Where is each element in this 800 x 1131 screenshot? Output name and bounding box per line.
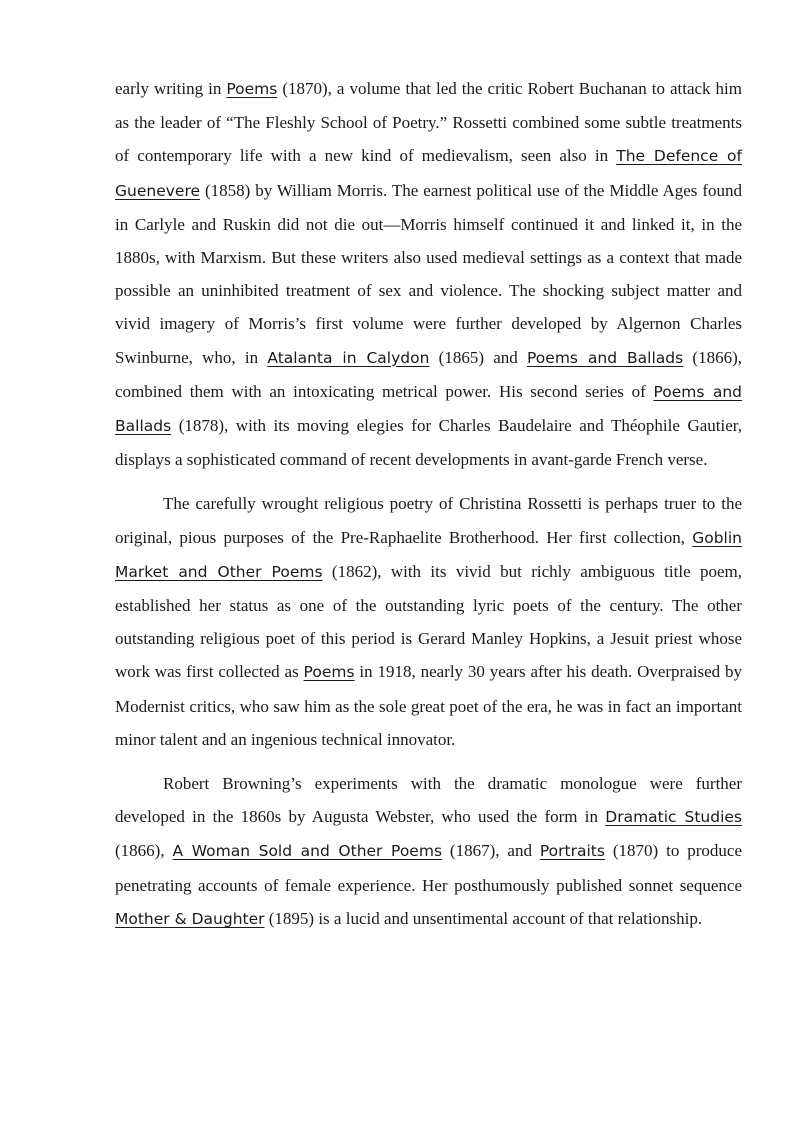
body-text: (1895) is a lucid and unsentimental account of that relationship. bbox=[264, 908, 703, 928]
body-text: (1870), a volume that led the critic Robert Buchanan to attack him as the leader of “The Fleshly School of Poetry.” Rossetti combined some subtle treatments of contemporary life with a new kind of medievalism, seen also in bbox=[115, 79, 742, 166]
body-text: (1878), with its moving elegies for Charles Baudelaire and Théophile Gautier, displays a sophisticated command of recent developments in avant-garde French verse. bbox=[115, 416, 742, 470]
body-text: (1862), with its vivid but richly ambiguous title poem, established her status as one of the outstanding lyric poets of the century. The other outstanding religious poet of this period is Gerard Manley Hopkins, a Jesuit priest whose work was first collected as bbox=[115, 561, 742, 682]
body-text: in 1918, nearly 30 years after his death. Overpraised by Modernist critics, who saw him as the sole great poet of the era, he was in fact an important minor talent and an ingenious technical innovator. bbox=[115, 662, 742, 749]
work-title-link[interactable]: Mother & Daughter bbox=[115, 909, 265, 928]
body-text: early writing in bbox=[115, 79, 227, 98]
work-title-link[interactable]: Portraits bbox=[539, 842, 605, 861]
body-paragraph bbox=[115, 487, 742, 756]
work-title-link[interactable]: Goblin Market and Other Poems bbox=[115, 528, 742, 581]
work-title-link[interactable]: Poems and Ballads bbox=[115, 382, 743, 436]
work-title-link[interactable]: Poems bbox=[226, 80, 278, 98]
work-title-link[interactable]: Atalanta in Calydon bbox=[267, 348, 430, 367]
work-title-link[interactable]: Dramatic Studies bbox=[605, 808, 743, 827]
body-text: (1870) to produce penetrating accounts of female experience. Her posthumously published sonnet sequence bbox=[115, 841, 742, 895]
body-text: (1865) and bbox=[429, 347, 528, 367]
body-paragraph bbox=[115, 72, 742, 476]
work-title-link[interactable]: A Woman Sold and Other Poems bbox=[172, 842, 443, 861]
body-text: (1867), and bbox=[442, 841, 540, 861]
body-paragraph bbox=[115, 767, 742, 936]
body-text: (1858) by William Morris. The earnest political use of the Middle Ages found in Carlyle and Ruskin did not die out—Morris himself continued it and linked it, in the 1880s, with Marxism. But these writers also used medieval settings as a context that made possible an uninhibited treatment of sex and violence. The shocking subject matter and vivid imagery of Morris’s first volume were further developed by Algernon Charles Swinburne, who, in bbox=[115, 180, 742, 367]
work-title-link[interactable]: Poems bbox=[303, 663, 355, 682]
work-title-link[interactable]: The Defence of Guenevere bbox=[115, 147, 742, 200]
body-text: Robert Browning’s experiments with the dramatic monologue were further developed in the 1860s by Augusta Webster, who used the form in bbox=[115, 774, 742, 827]
body-text: (1866), bbox=[115, 841, 173, 861]
body-text: (1866), combined them with an intoxicating metrical power. His second series of bbox=[115, 347, 742, 401]
document-page bbox=[115, 72, 742, 947]
work-title-link[interactable]: Poems and Ballads bbox=[527, 348, 684, 367]
body-text: The carefully wrought religious poetry of Christina Rossetti is perhaps truer to the original, pious purposes of the Pre-Raphaelite Brotherhood. Her first collection, bbox=[115, 494, 742, 547]
